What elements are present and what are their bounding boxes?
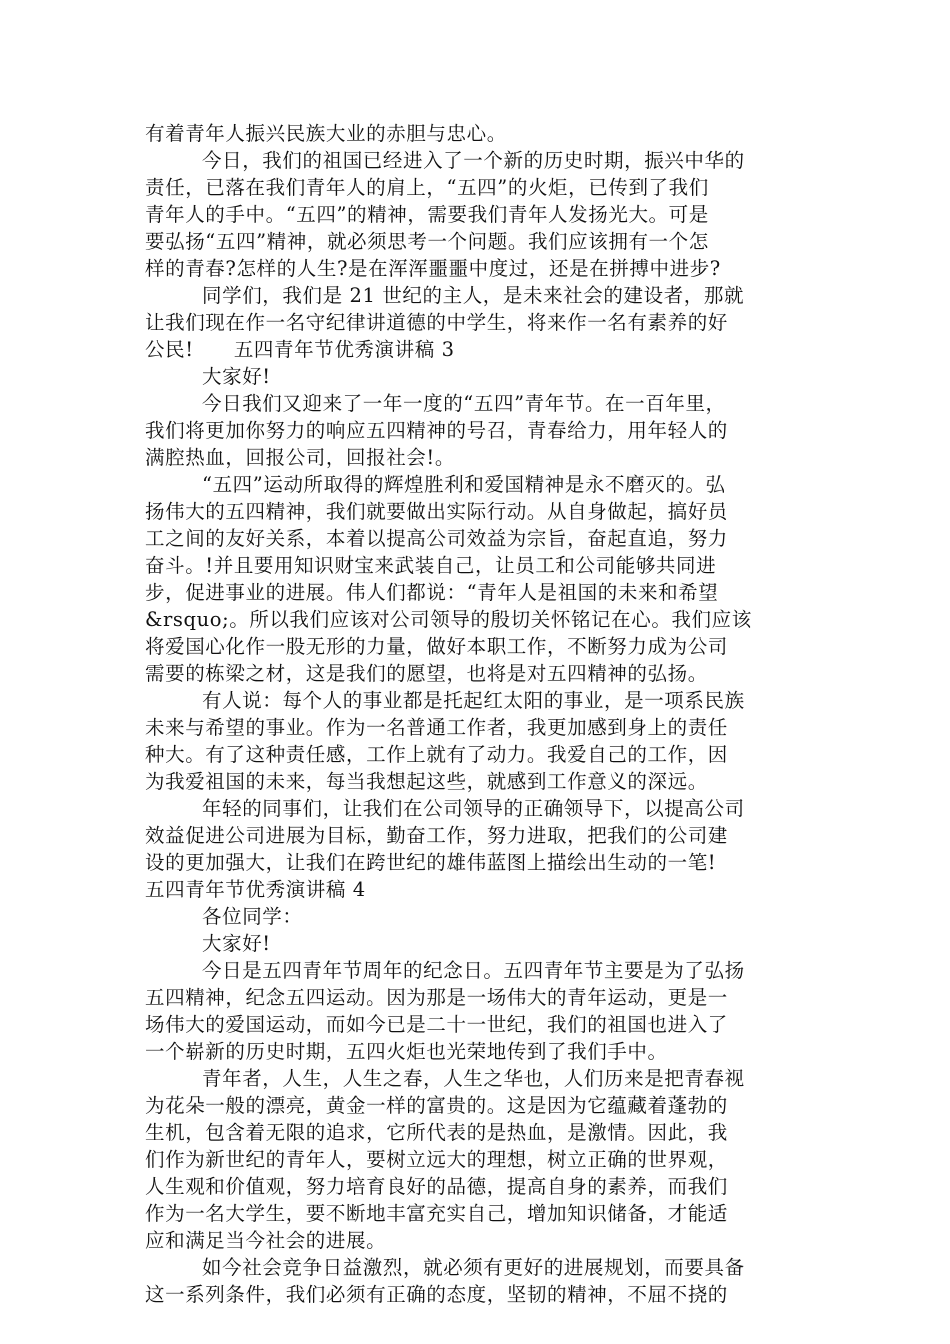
text-line: 步，促进事业的进展。伟人们都说：“青年人是祖国的未来和希望 bbox=[145, 581, 719, 604]
text-line: 有着青年人振兴民族大业的赤胆与忠心。 bbox=[145, 122, 507, 145]
text-line: 场伟大的爱国运动，而如今已是二十一世纪，我们的祖国也进入了 bbox=[145, 1013, 728, 1036]
text-line: 公民! 五四青年节优秀演讲稿 3 bbox=[145, 338, 455, 361]
text-line: 责任，已落在我们青年人的肩上，“五四”的火炬，已传到了我们 bbox=[145, 176, 709, 199]
text-line: 五四青年节优秀演讲稿 4 bbox=[145, 878, 366, 901]
text-line: 应和满足当今社会的进展。 bbox=[145, 1229, 387, 1252]
text-line: 设的更加强大，让我们在跨世纪的雄伟蓝图上描绘出生动的一笔! bbox=[145, 851, 717, 874]
text-line: 大家好! bbox=[202, 932, 271, 955]
text-line: 如今社会竞争日益激烈，就必须有更好的进展规划，而要具备 bbox=[202, 1256, 745, 1279]
text-line: 奋斗。!并且要用知识财宝来武装自己，让员工和公司能够共同进 bbox=[145, 554, 717, 577]
text-line: 有人说：每个人的事业都是托起红太阳的事业，是一项系民族 bbox=[202, 689, 745, 712]
text-line: 同学们，我们是 21 世纪的主人，是未来社会的建设者，那就 bbox=[202, 284, 745, 307]
text-line: 作为一名大学生，要不断地丰富充实自己，增加知识储备，才能适 bbox=[145, 1202, 728, 1225]
document-body bbox=[145, 120, 809, 1308]
text-line: 让我们现在作一名守纪律讲道德的中学生，将来作一名有素养的好 bbox=[145, 311, 728, 334]
text-line: 样的青春?怎样的人生?是在浑浑噩噩中度过，还是在拼搏中进步? bbox=[145, 257, 721, 280]
text-line: 年轻的同事们，让我们在公司领导的正确领导下，以提高公司 bbox=[202, 797, 745, 820]
text-line: “五四”运动所取得的辉煌胜利和爱国精神是永不磨灭的。弘 bbox=[202, 473, 726, 496]
text-line: 满腔热血，回报公司，回报社会!。 bbox=[145, 446, 455, 469]
text-line: 今日，我们的祖国已经进入了一个新的历史时期，振兴中华的 bbox=[202, 149, 745, 172]
text-line: 工之间的友好关系，本着以提高公司效益为宗旨，奋起直追，努力 bbox=[145, 527, 728, 550]
text-line: 扬伟大的五四精神，我们就要做出实际行动。从自身做起，搞好员 bbox=[145, 500, 728, 523]
text-line: 我们将更加你努力的响应五四精神的号召，青春给力，用年轻人的 bbox=[145, 419, 728, 442]
text-line: 将爱国心化作一股无形的力量，做好本职工作，不断努力成为公司 bbox=[145, 635, 728, 658]
text-line: 人生观和价值观，努力培育良好的品德，提高自身的素养，而我们 bbox=[145, 1175, 728, 1198]
text-line: 未来与希望的事业。作为一名普通工作者，我更加感到身上的责任 bbox=[145, 716, 728, 739]
text-line: 效益促进公司进展为目标，勤奋工作，努力进取，把我们的公司建 bbox=[145, 824, 728, 847]
text-line: 一个崭新的历史时期，五四火炬也光荣地传到了我们手中。 bbox=[145, 1040, 668, 1063]
text-line: 青年人的手中。“五四”的精神，需要我们青年人发扬光大。可是 bbox=[145, 203, 709, 226]
text-line: 要弘扬“五四”精神，就必须思考一个问题。我们应该拥有一个怎 bbox=[145, 230, 709, 253]
text-line: 为花朵一般的漂亮，黄金一样的富贵的。这是因为它蕴藏着蓬勃的 bbox=[145, 1094, 728, 1117]
text-line: 今日是五四青年节周年的纪念日。五四青年节主要是为了弘扬 bbox=[202, 959, 745, 982]
text-line: 大家好! bbox=[202, 365, 271, 388]
text-line: 青年者，人生，人生之春，人生之华也，人们历来是把青春视 bbox=[202, 1067, 745, 1090]
text-line: 各位同学： bbox=[202, 905, 303, 928]
text-line: 们作为新世纪的青年人，要树立远大的理想，树立正确的世界观， bbox=[145, 1148, 728, 1171]
text-line: 种大。有了这种责任感，工作上就有了动力。我爱自己的工作，因 bbox=[145, 743, 728, 766]
text-line: 为我爱祖国的未来，每当我想起这些，就感到工作意义的深远。 bbox=[145, 770, 708, 793]
text-line: &rsquo;。所以我们应该对公司领导的殷切关怀铭记在心。我们应该 bbox=[145, 608, 752, 631]
text-line: 这一系列条件，我们必须有正确的态度，坚韧的精神，不屈不挠的 bbox=[145, 1283, 728, 1306]
text-line: 需要的栋梁之材，这是我们的愿望，也将是对五四精神的弘扬。 bbox=[145, 662, 708, 685]
text-line: 生机，包含着无限的追求，它所代表的是热血，是激情。因此，我 bbox=[145, 1121, 728, 1144]
text-line: 今日我们又迎来了一年一度的“五四”青年节。在一百年里， bbox=[202, 392, 726, 415]
text-line: 五四精神，纪念五四运动。因为那是一场伟大的青年运动，更是一 bbox=[145, 986, 728, 1009]
